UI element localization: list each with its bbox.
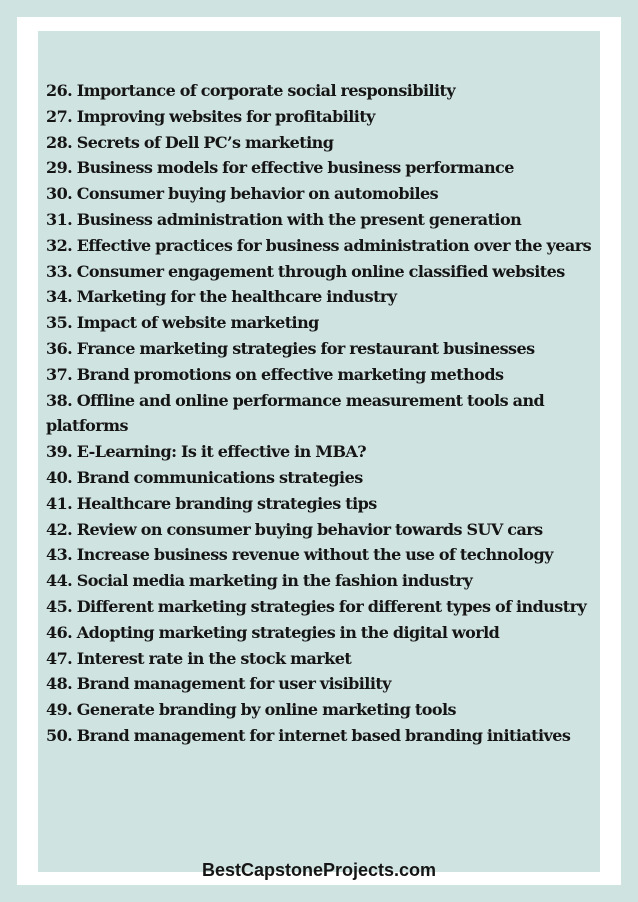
list-item: 27. Improving websites for profitability (46, 106, 375, 126)
list-item: 50. Brand management for internet based branding initiatives (46, 725, 571, 745)
list-item: 34. Marketing for the healthcare industry (46, 287, 397, 307)
list-item: 41. Healthcare branding strategies tips (46, 493, 377, 513)
list-item: 42. Review on consumer buying behavior towards SUV cars (46, 519, 543, 539)
list-item: 31. Business administration with the present generation (46, 209, 522, 229)
site-footer: BestCapstoneProjects.com (201, 860, 437, 880)
list-item: 40. Brand communications strategies (46, 467, 363, 487)
list-item: 46. Adopting marketing strategies in the digital world (46, 622, 500, 642)
list-item: 45. Different marketing strategies for different types of industry (46, 596, 587, 616)
list-item: 36. France marketing strategies for restaurant businesses (46, 338, 535, 358)
list-item: 32. Effective practices for business administration over the years (46, 235, 592, 255)
list-item: 35. Impact of website marketing (46, 313, 319, 333)
list-item: 43. Increase business revenue without the use of technology (46, 545, 553, 565)
list-item: 39. E-Learning: Is it effective in MBA? (46, 442, 367, 462)
list-item: 28. Secrets of Dell PC’s marketing (46, 132, 334, 152)
list-item: 49. Generate branding by online marketing tools (46, 700, 456, 720)
content-panel (38, 31, 600, 880)
list-item: 47. Interest rate in the stock market (46, 648, 352, 668)
list-item: 44. Social media marketing in the fashion industry (46, 571, 473, 591)
list-item: 29. Business models for effective business performance (46, 158, 514, 178)
page-frame (17, 17, 621, 885)
list-item: 26. Importance of corporate social responsibility (46, 81, 456, 100)
list-item: 48. Brand management for user visibility (46, 674, 391, 694)
list-item: 30. Consumer buying behavior on automobiles (46, 184, 439, 204)
list-item: 38. Offline and online performance measurement tools and platforms (46, 390, 545, 436)
list-item: 37. Brand promotions on effective marketing methods (46, 364, 504, 384)
topic-list (46, 78, 596, 749)
list-item: 33. Consumer engagement through online classified websites (46, 261, 565, 281)
